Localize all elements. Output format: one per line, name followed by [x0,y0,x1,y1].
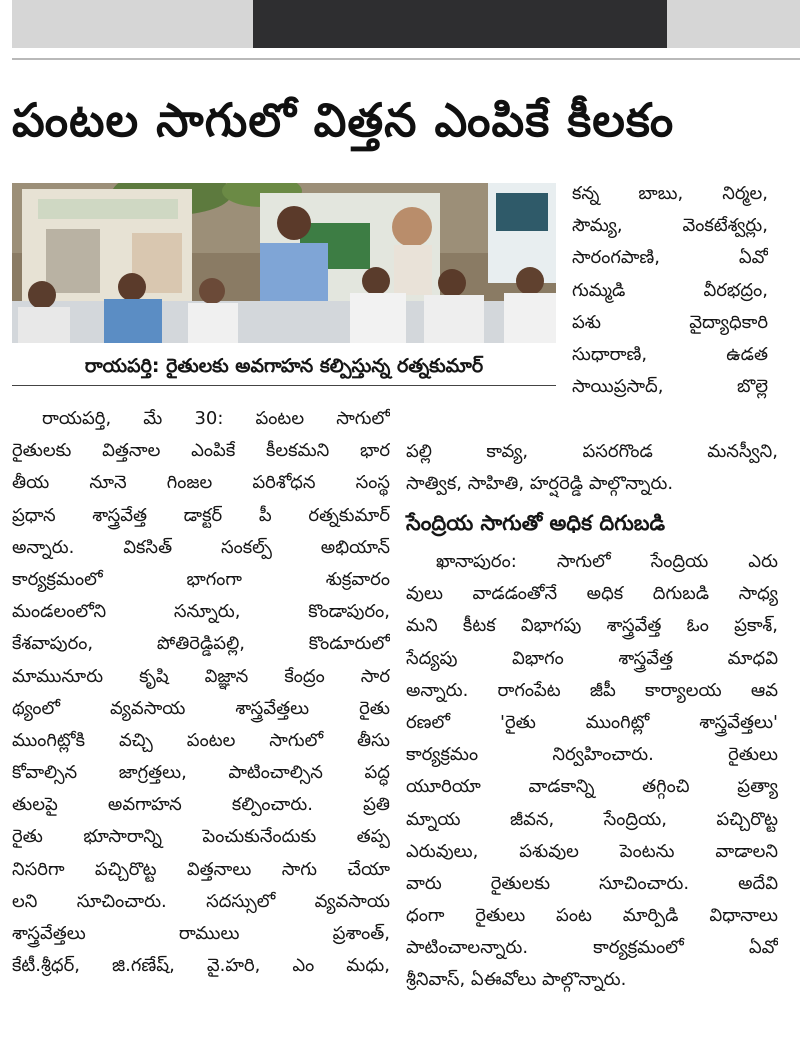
text-line: ముంగిట్లోకి వచ్చి పంటల సాగులో తీసు [12,729,390,751]
text-line: మని కీటక విభాగపు శాస్త్రవేత్త ఓం ప్రకాశ్, [406,615,778,637]
text-line: మ్నాయ జీవన, సేంద్రియ, పచ్చిరొట్ట [406,808,778,830]
text-line: కార్యక్రమంలో భాగంగా శుక్రవారం [12,568,390,590]
article-headline: పంటల సాగులో విత్తన ఎంపికే కీలకం [12,93,675,147]
text-line: ధంగా రైతులు పంట మార్పిడి విధానాలు [406,905,778,927]
text-line: సాయిప్రసాద్, బొల్లె [572,376,768,398]
text-line: శ్రీనివాస్, ఏఈవోలు పాల్గొన్నారు. [406,969,627,991]
text-line: మామునూరు కృషి విజ్ఞాన కేంద్రం సార [12,665,390,687]
text-line: కార్యక్రమం నిర్వహించారు. రైతులు [406,744,778,766]
photo-caption: రాయపర్తి: రైతులకు అవగాహన కల్పిస్తున్న రత్నకుమార్ [12,346,556,386]
text-line: రైతులకు విత్తనాల ఎంపికే కీలకమని భార [12,440,390,462]
right-top-column [572,178,768,403]
text-line: మండలంలోని సన్నూరు, కొండాపురం, [12,601,390,623]
header-rule [12,58,800,60]
text-line: కోవాల్సిన జాగ్రత్తలు, పాటించాల్సిన పద్ధ [12,762,390,784]
text-line: లని సూచించారు. సదస్సులో వ్యవసాయ [12,890,390,912]
text-line: పశు వైద్యాధికారి [572,311,768,333]
text-line: శాస్త్రవేత్తలు రాములు ప్రశాంత్, [12,923,390,944]
text-line: కేటీ.శ్రీధర్, జి.గణేష్, వై.హరి, ఎం మధు, [12,955,390,977]
text-line: వారు రైతులకు సూచించారు. అదేవి [406,872,778,894]
text-line: అన్నారు. రాగంపేట జీపీ కార్యాలయ ఆవ [406,679,778,701]
text-line: అన్నారు. వికసిత్ సంకల్ప్ అభియాన్ [12,536,390,558]
text-line: కన్న బాబు, నిర్మల, [572,183,768,204]
text-line: థ్యంలో వ్యవసాయ శాస్త్రవేత్తలు రైతు [12,697,390,719]
text-line: సారంగపాణి, ఏవో [572,247,768,269]
text-line: రాయపర్తి, మే 30: పంటల సాగులో [42,408,390,429]
text-line: సుధారాణి, ఉడత [572,343,768,365]
text-line: కేశవాపురం, పోతిరెడ్డిపల్లి, కొండూరులో [12,633,390,655]
text-line: గుమ్మడి వీరభద్రం, [572,279,768,301]
text-line: ప్రధాన శాస్త్రవేత్త డాక్టర్ పీ రత్నకుమార్ [12,504,390,526]
right-column [406,546,778,997]
text-line: సేద్యపు విభాగం శాస్త్రవేత్త మాధవి [406,647,778,669]
text-line: తులపై అవగాహన కల్పించారు. ప్రతి [12,794,390,816]
text-line: యూరియా వాడకాన్ని తగ్గించి ప్రత్యా [406,776,778,798]
text-line: ఎరువులు, పశువుల పెంటను వాడాలని [406,840,778,862]
text-line: పల్లి కావ్య, పసరగొండ మనస్వీని, [406,441,778,462]
text-line: నిసరిగా పచ్చిరొట్ట విత్తనాలు సాగు చేయా [12,858,390,880]
text-line: తీయ నూనె గింజల పరిశోధన సంస్థ [12,472,390,494]
left-column [12,403,390,982]
text-line: వులు వాడడంతోనే అధిక దిగుబడి సాధ్య [406,583,778,605]
text-line: పాటించాలన్నారు. కార్యక్రమంలో ఏవో [406,937,778,959]
text-line: రణలో 'రైతు ముంగిట్లో శాస్త్రవేత్తలు' [406,711,778,733]
text-line: సాత్విక, సాహితి, హర్షరెడ్డి పాల్గొన్నారు. [406,473,674,495]
article-photo [12,183,556,343]
right-mid-column [406,436,778,500]
text-line: ఖానాపురం: సాగులో సేంద్రియ ఎరు [436,551,778,572]
page-top-dark-band [253,0,667,48]
text-line: సౌమ్య, వెంకటేశ్వర్లు, [572,215,768,237]
text-line: రైతు భూసారాన్ని పెంచుకునేందుకు తప్ప [12,826,390,848]
section-subhead: సేంద్రియ సాగుతో అధిక దిగుబడి [406,511,666,535]
